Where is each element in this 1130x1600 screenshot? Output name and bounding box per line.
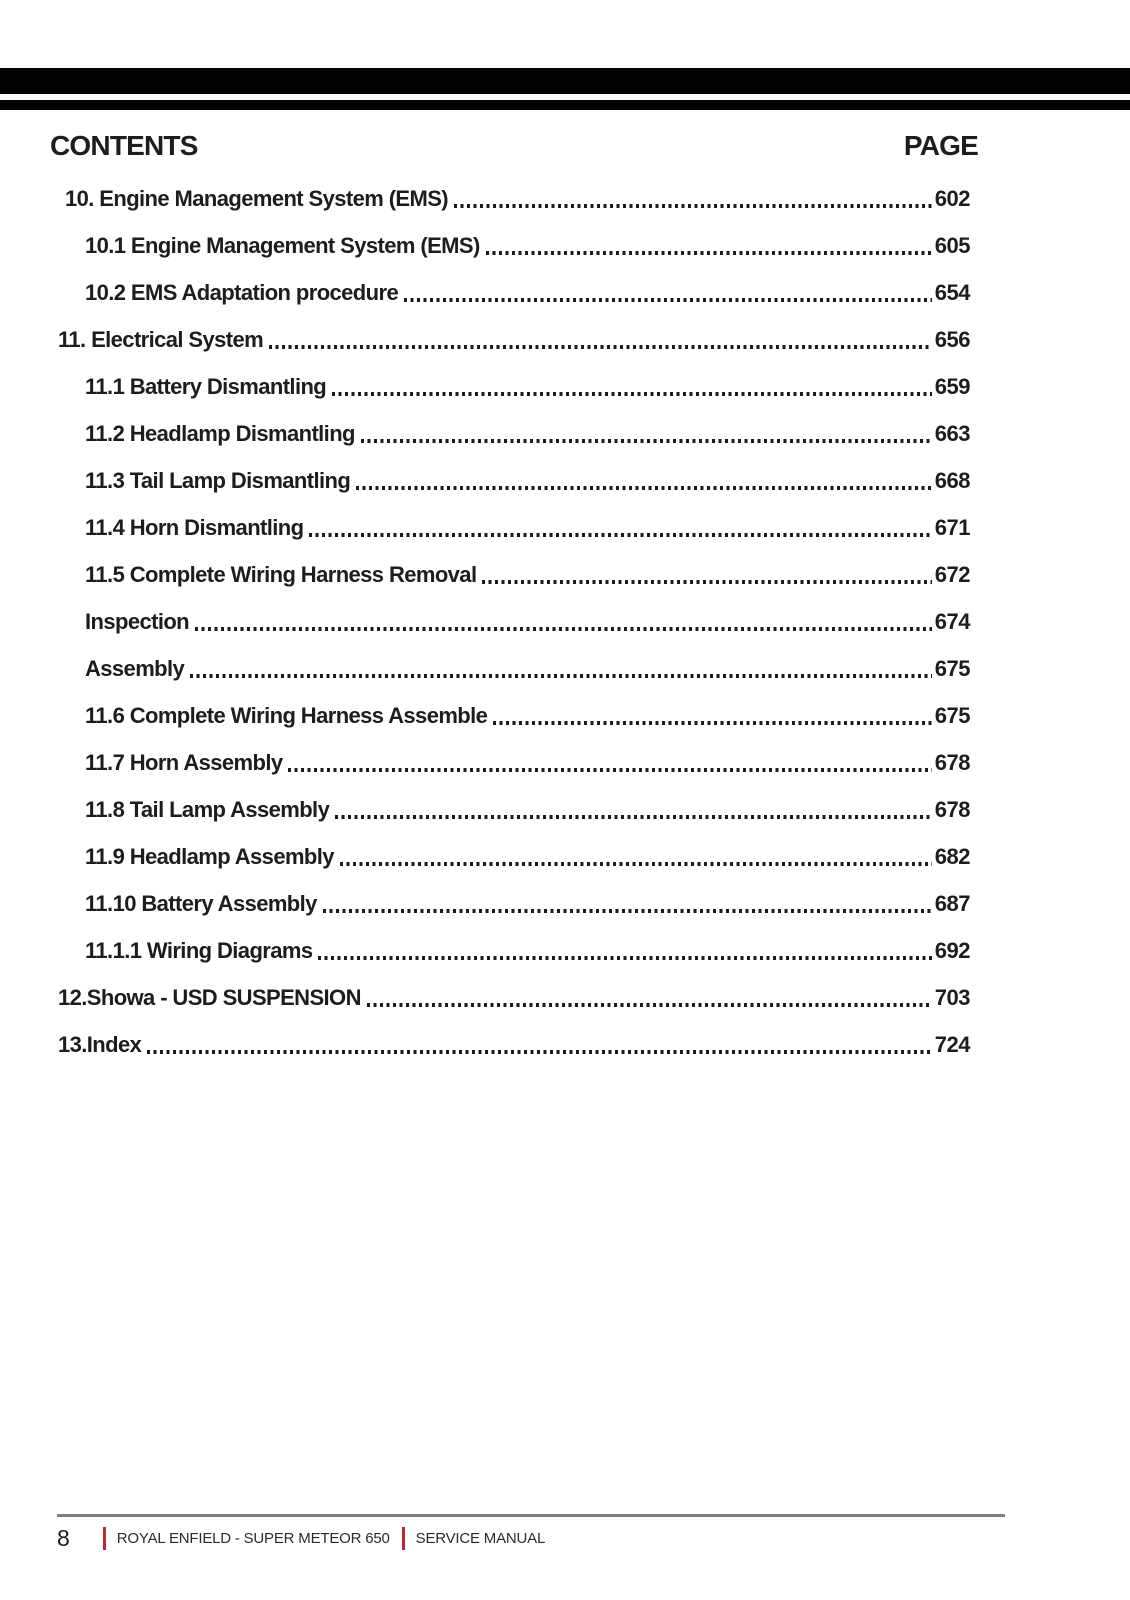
toc-entry-title: 11.4 Horn Dismantling	[85, 515, 304, 540]
table-of-contents	[58, 186, 970, 1079]
toc-entry-title: 10. Engine Management System (EMS)	[65, 186, 449, 211]
dot-leader	[335, 815, 932, 819]
toc-entry-page: 668	[934, 468, 970, 493]
footer-manual-text: SERVICE MANUAL	[415, 1529, 546, 1547]
toc-entry	[58, 1032, 970, 1058]
dot-leader	[269, 345, 932, 349]
page-footer	[57, 1524, 545, 1552]
dot-leader	[482, 580, 931, 584]
toc-entry-title: 11.7 Horn Assembly	[85, 750, 283, 775]
toc-entry-page: 724	[934, 1032, 970, 1057]
toc-entry-title: 11. Electrical System	[58, 327, 264, 352]
toc-entry-title: 11.1 Battery Dismantling	[85, 374, 327, 399]
toc-entry-title: 11.5 Complete Wiring Harness Removal	[85, 562, 477, 587]
toc-entry-page: 678	[934, 750, 970, 775]
toc-entry	[85, 562, 970, 588]
toc-entry-title: 10.1 Engine Management System (EMS)	[85, 233, 480, 258]
dot-leader	[356, 486, 932, 490]
toc-entry-title: 11.10 Battery Assembly	[85, 891, 317, 916]
toc-entry-page: 703	[934, 985, 970, 1010]
toc-entry-page: 602	[934, 186, 970, 211]
toc-entry	[85, 609, 970, 635]
toc-entry-title: 11.1.1 Wiring Diagrams	[85, 938, 313, 963]
toc-entry	[85, 891, 970, 917]
dot-leader	[288, 768, 931, 772]
dot-leader	[332, 392, 932, 396]
toc-entry-title: 11.2 Headlamp Dismantling	[85, 421, 355, 446]
toc-entry-page: 671	[934, 515, 970, 540]
toc-entry	[85, 750, 970, 776]
toc-entry	[85, 938, 970, 964]
dot-leader	[323, 909, 932, 913]
toc-entry	[85, 656, 970, 682]
toc-entry-title: Inspection	[85, 609, 190, 634]
toc-entry-page: 672	[934, 562, 970, 587]
toc-entry-title: 11.8 Tail Lamp Assembly	[85, 797, 330, 822]
dot-leader	[147, 1050, 932, 1054]
top-thick-bar	[0, 68, 1130, 94]
toc-entry-page: 674	[934, 609, 970, 634]
toc-entry-page: 678	[934, 797, 970, 822]
toc-entry-title: 11.3 Tail Lamp Dismantling	[85, 468, 351, 493]
dot-leader	[486, 251, 932, 255]
toc-entry	[85, 468, 970, 494]
page-heading: PAGE	[903, 130, 978, 161]
toc-entry-page: 656	[934, 327, 970, 352]
toc-entry-page: 675	[934, 656, 970, 681]
toc-header	[50, 130, 978, 162]
toc-entry-title: 13.Index	[58, 1032, 142, 1057]
dot-leader	[190, 674, 932, 678]
dot-leader	[404, 298, 932, 302]
toc-entry	[85, 844, 970, 870]
toc-entry-page: 687	[934, 891, 970, 916]
dot-leader	[340, 862, 932, 866]
dot-leader	[361, 439, 932, 443]
toc-entry-title: 12.Showa - USD SUSPENSION	[58, 985, 361, 1010]
toc-entry	[85, 515, 970, 541]
toc-entry-page: 659	[934, 374, 970, 399]
toc-entry-title: Assembly	[85, 656, 185, 681]
toc-entry	[85, 703, 970, 729]
footer-brand-text: ROYAL ENFIELD - SUPER METEOR 650	[116, 1529, 390, 1547]
toc-entry	[58, 985, 970, 1011]
dot-leader	[318, 956, 931, 960]
toc-entry	[85, 374, 970, 400]
footer-divider-line	[57, 1514, 1005, 1517]
dot-leader	[309, 533, 931, 537]
toc-entry-page: 675	[934, 703, 970, 728]
toc-entry-page: 663	[934, 421, 970, 446]
toc-entry-page: 605	[934, 233, 970, 258]
dot-leader	[493, 721, 932, 725]
footer-red-separator	[103, 1527, 106, 1550]
footer-red-separator	[402, 1527, 405, 1550]
toc-entry-page: 654	[934, 280, 970, 305]
footer-page-number: 8	[57, 1524, 70, 1551]
toc-entry	[58, 327, 970, 353]
dot-leader	[367, 1003, 932, 1007]
toc-entry-page: 692	[934, 938, 970, 963]
dot-leader	[195, 627, 932, 631]
toc-entry-title: 11.6 Complete Wiring Harness Assemble	[85, 703, 488, 728]
toc-entry	[65, 186, 970, 212]
toc-entry-page: 682	[934, 844, 970, 869]
top-thin-bar	[0, 100, 1130, 110]
toc-entry	[85, 421, 970, 447]
contents-heading: CONTENTS	[50, 130, 198, 161]
toc-entry	[85, 280, 970, 306]
toc-entry-title: 10.2 EMS Adaptation procedure	[85, 280, 399, 305]
dot-leader	[454, 204, 932, 208]
toc-entry-title: 11.9 Headlamp Assembly	[85, 844, 334, 869]
toc-entry	[85, 233, 970, 259]
toc-entry	[85, 797, 970, 823]
